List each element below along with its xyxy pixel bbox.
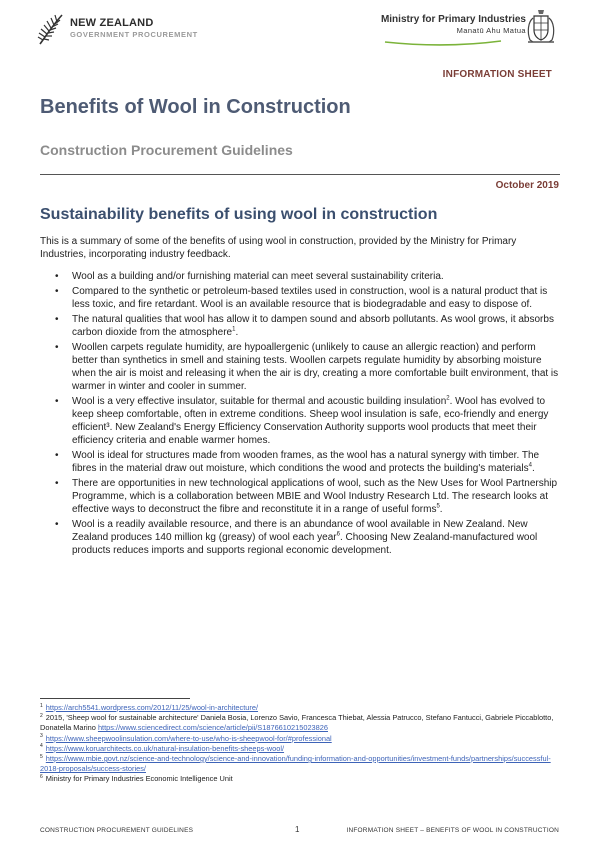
footer-right: INFORMATION SHEET – BENEFITS OF WOOL IN CONSTRUCTION: [346, 827, 559, 834]
ministry-name: Ministry for Primary Industries: [380, 14, 526, 25]
footnote-ref: 1: [232, 326, 236, 333]
footnote: [40, 703, 566, 713]
footnote-number: 3: [40, 733, 43, 740]
bullet-tail: .: [439, 504, 443, 515]
footnote-link[interactable]: https://www.sciencedirect.com/science/article/pii/S1876610215023826: [97, 723, 328, 733]
bullet-text: Wool as a building and/or furnishing material can meet several sustainability criteria.: [72, 271, 444, 282]
footnote-ref: 4: [528, 462, 532, 469]
footnote-link[interactable]: https://www.mbie.govt.nz/science-and-technology/science-and-innovation/funding-information-and-opportunities/investment-funds/partnerships/successful-2018-proposals/success-stories/: [40, 754, 551, 774]
list-item: [40, 285, 564, 311]
footnotes-list: [40, 703, 566, 785]
footnote-text: 2015, 'Sheep wool for sustainable architecture' Daniela Bosia, Lorenzo Savio, Francesca Thiebat, Alessia Patrucco, Stefano Fantucci, Gabriele Piccablotto, Donatella Marino: [40, 713, 554, 733]
ministry-maori-name: Manatū Ahu Matua: [456, 26, 526, 35]
intro-paragraph: This is a summary of some of the benefits of using wool in construction, provided by the Ministry for Primary Industries, incorporating industry feedback.: [40, 236, 517, 260]
bullet-text: The natural qualities that wool has allow it to dampen sound and absorb pollutants. As wool grows, it absorbs carbon dioxide from the atmosphere: [72, 314, 554, 338]
mpi-logo: [381, 14, 526, 35]
page-number: 1: [295, 825, 300, 834]
footnote-ref: 5: [436, 503, 440, 510]
footnote: [40, 754, 566, 774]
benefits-list: [40, 270, 564, 559]
footnote-link[interactable]: https://www.koruarchitects.co.uk/natural-insulation-benefits-sheeps-wool/: [45, 743, 285, 753]
bullet-text: Compared to the synthetic or petroleum-based textiles used in construction, wool is a natural product that is less toxic, and fire retardant. Wool is an available resource that is biodegradable and easy to dispose of.: [72, 286, 548, 310]
footnote-number: 6: [40, 773, 43, 780]
list-item: [40, 518, 564, 557]
page-title: Benefits of Wool in Construction: [40, 96, 351, 118]
footnote-number: 5: [40, 753, 43, 760]
footnote: [40, 713, 566, 733]
publication-date: October 2019: [495, 180, 559, 191]
bullet-icon: •: [55, 396, 59, 407]
section-heading: Sustainability benefits of using wool in construction: [40, 206, 438, 223]
bullet-text: Woollen carpets regulate humidity, are hypoallergenic (unlikely to cause an allergic reaction) and perform better than synthetics in smell and staining tests. Woollen carpets regulate humidity by absorbing moisture when the air is moist and releasing it when the air is dry, creating a more comfortable built environment, that is warmer in winter and cooler in summer.: [72, 342, 559, 392]
bullet-tail: . Choosing New Zealand-manufactured wool products reduces imports and supports regional economic development.: [72, 532, 538, 556]
org-line1: NEW ZEALAND: [70, 17, 154, 29]
footnote-link[interactable]: https://arch5541.wordpress.com/2012/11/25/wool-in-architecture/: [45, 703, 259, 712]
fern-logo-icon: [36, 12, 66, 46]
org-line2: GOVERNMENT PROCUREMENT: [70, 30, 198, 39]
list-item: [40, 313, 564, 339]
nz-coat-of-arms-icon: [524, 8, 558, 46]
mpi-swoosh-icon: [383, 38, 503, 48]
footnote: [40, 734, 566, 744]
bullet-tail: .: [235, 327, 239, 338]
list-item: [40, 477, 564, 516]
footnote-ref: 6: [336, 531, 340, 538]
footnote-ref: 2: [446, 395, 450, 402]
footer-left: CONSTRUCTION PROCUREMENT GUIDELINES: [40, 827, 194, 834]
bullet-tail: . Wool has evolved to keep sheep comfortable, often in extreme conditions. Sheep wool insulation is safe, eco-friendly and energy efficient³. New Zealand's Energy Efficiency Conservation Authority supports wool products that meet their efficiency criteria and enable warmer homes.: [72, 396, 549, 446]
footnote-number: 1: [40, 702, 43, 709]
footnote: [40, 744, 566, 754]
bullet-icon: •: [55, 342, 59, 353]
footnote-number: 4: [40, 743, 43, 750]
bullet-icon: •: [55, 450, 59, 461]
bullet-text: Wool is ideal for structures made from wooden frames, as the wool has a natural synergy with timber. The fibres in the material draw out moisture, which conditions the wood and protects the building's materials: [72, 450, 540, 474]
nz-government-procurement-logo: [36, 12, 198, 46]
bullet-text: Wool is a readily available resource, and there is an abundance of wool available in New Zealand. New Zealand produces 140 million kg (greasy) of wool each year: [72, 519, 528, 543]
list-item: [40, 449, 564, 475]
bullet-text: Wool is a very effective insulator, suitable for thermal and acoustic building insulation: [72, 396, 447, 407]
bullet-icon: •: [55, 519, 59, 530]
header-divider: [40, 174, 560, 175]
bullet-tail: .: [531, 463, 535, 474]
list-item: [40, 341, 564, 393]
footnote-number: 2: [40, 712, 43, 719]
list-item: [40, 270, 564, 283]
bullet-icon: •: [55, 314, 59, 325]
page-subtitle: Construction Procurement Guidelines: [40, 142, 293, 158]
footnote-text: Ministry for Primary Industries Economic Intelligence Unit: [45, 774, 233, 784]
footnote-divider: [40, 698, 190, 699]
footnote: [40, 774, 566, 784]
bullet-icon: •: [55, 286, 59, 297]
bullet-text: There are opportunities in new technological applications of wool, such as the New Uses for Wool Partnership Programme, which is a collaboration between MBIE and Wool Industry Research Ltd. The research looks at effective ways to deconstruct the fibre and reconstitute it in a range of useful forms: [72, 478, 558, 515]
bullet-icon: •: [55, 271, 59, 282]
bullet-icon: •: [55, 478, 59, 489]
footnote-link[interactable]: https://www.sheepwoolinsulation.com/where-to-use/who-is-sheepwool-for/#professional: [45, 733, 332, 743]
list-item: [40, 395, 564, 447]
sheet-type-label: INFORMATION SHEET: [442, 69, 552, 80]
